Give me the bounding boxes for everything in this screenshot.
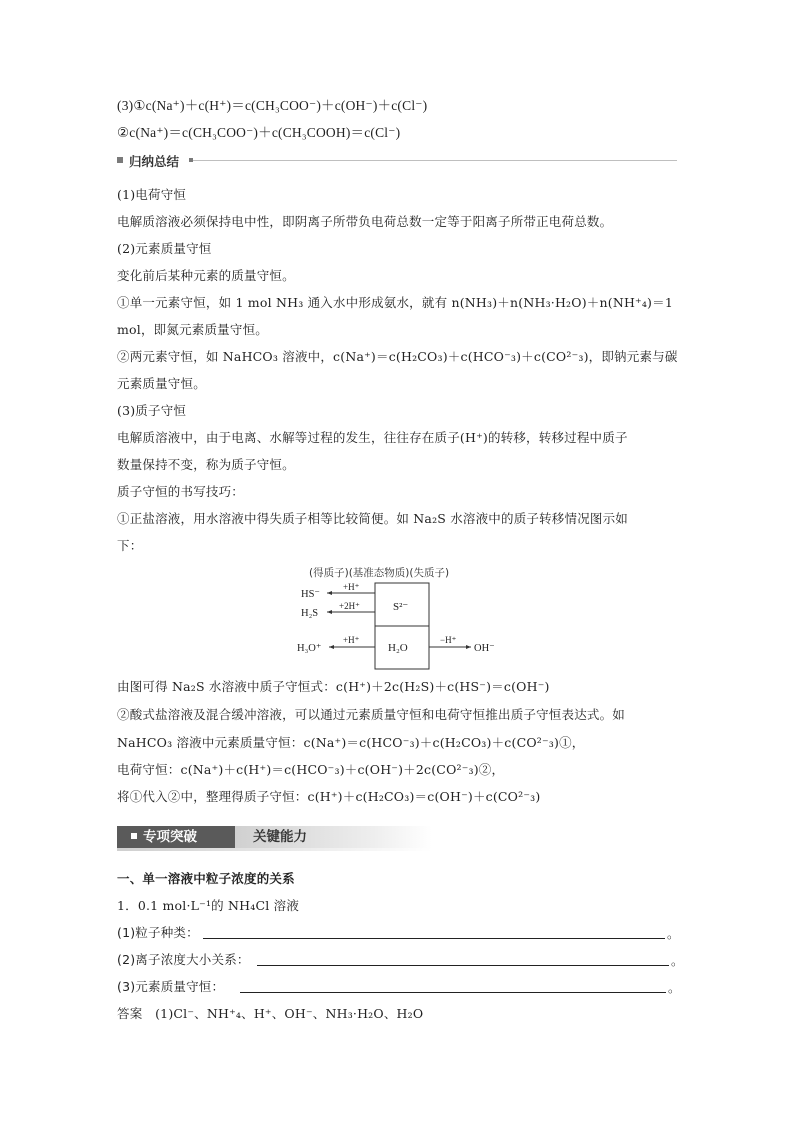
na2s-proton-eq: 由图可得 Na₂S 水溶液中质子守恒式：c(H⁺)＋2c(H₂S)＋c(HS⁻)＝c(OH⁻): [117, 679, 550, 694]
banner-right: [235, 826, 432, 848]
nahco3-material-eq: NaHCO₃ 溶液中元素质量守恒：c(Na⁺)＝c(HCO⁻₃)＋c(H₂CO₃)＋c(CO²⁻₃)①，: [117, 735, 585, 750]
section-banner: [117, 824, 432, 850]
banner-shadow: [117, 848, 432, 851]
summary-line: 数量保持不变，称为质子守恒。: [117, 457, 295, 472]
summary-line: (3)质子守恒: [117, 403, 187, 418]
arrow-head-icon: [327, 610, 332, 614]
s2-label: S²⁻: [393, 601, 409, 613]
arrow-head-icon: [466, 645, 471, 649]
summary-line: (1)电荷守恒: [117, 187, 187, 202]
acid-salt-line: ②酸式盐溶液及混合缓冲溶液，可以通过元素质量守恒和电荷守恒推出质子守恒表达式。如: [117, 707, 626, 722]
arrow-head-icon: [327, 591, 332, 595]
summary-line: 下：: [117, 538, 143, 553]
question-1: 1．0.1 mol·L⁻¹的 NH₄Cl 溶液: [117, 898, 300, 913]
summary-line: ①单一元素守恒，如 1 mol NH₃ 通入水中形成氨水，就有 n(NH₃)＋n(NH₃·H₂O)＋n(NH⁺₄)＝1: [117, 295, 673, 310]
banner-left-label: 专项突破: [143, 829, 197, 845]
square-bullet-icon: [117, 157, 123, 163]
summary-line: 电解质溶液必须保持电中性，即阴离子所带负电荷总数一定等于阳离子所带正电荷总数。: [117, 214, 613, 229]
hs-label: HS⁻: [301, 589, 320, 600]
nahco3-charge-eq: 电荷守恒：c(Na⁺)＋c(H⁺)＝c(HCO⁻₃)＋c(OH⁻)＋2c(CO²⁻₃)②，: [117, 762, 505, 777]
answer-line: 答案 (1)Cl⁻、NH⁺₄、H⁺、OH⁻、NH₃·H₂O、H₂O: [117, 1006, 424, 1021]
proton-transfer-diagram: [293, 563, 513, 673]
summary-header: [117, 152, 677, 170]
summary-line: ①正盐溶液，用水溶液中得失质子相等比较简便。如 Na₂S 水溶液中的质子转移情况图示如: [117, 511, 629, 526]
minus-h-label: −H⁺: [440, 635, 457, 645]
q1a-label: (1)粒子种类：: [117, 925, 199, 940]
answer-blank[interactable]: [240, 992, 666, 993]
end-mark: 。: [667, 926, 680, 941]
summary-line: 元素质量守恒。: [117, 376, 206, 391]
summary-title: 归纳总结: [129, 154, 180, 169]
summary-line: (2)元素质量守恒: [117, 241, 212, 256]
material-conservation-eq: ②c(Na⁺)＝c(CH₃COO⁻)＋c(CH₃COOH)＝c(Cl⁻): [117, 125, 401, 140]
oh-label: OH⁻: [474, 643, 495, 654]
summary-line: ②两元素守恒，如 NaHCO₃ 溶液中，c(Na⁺)＝c(H₂CO₃)＋c(HCO⁻₃)＋c(CO²⁻₃)，即钠元素与碳: [117, 349, 678, 364]
h3o-label: H₃O⁺: [297, 643, 322, 654]
plus-2h-label: +2H⁺: [339, 601, 360, 611]
summary-line: 电解质溶液中，由于电离、水解等过程的发生，往往存在质子(H⁺)的转移，转移过程中质子: [117, 430, 628, 445]
arrow-head-icon: [329, 645, 334, 649]
end-mark: 。: [668, 980, 681, 995]
end-mark: 。: [671, 953, 684, 968]
summary-line: 变化前后某种元素的质量守恒。: [117, 268, 295, 283]
answer-blank[interactable]: [257, 965, 669, 966]
answer-blank[interactable]: [203, 938, 665, 939]
banner-left: [117, 826, 235, 848]
q1b-label: (2)离子浓度大小关系：: [117, 952, 250, 967]
nahco3-proton-eq: 将①代入②中，整理得质子守恒：c(H⁺)＋c(H₂CO₃)＝c(OH⁻)＋c(CO²⁻₃): [117, 789, 541, 804]
banner-right-label: 关键能力: [253, 829, 307, 845]
summary-line: 质子守恒的书写技巧：: [117, 484, 245, 499]
divider: [193, 160, 677, 161]
q1c-label: (3)元素质量守恒：: [117, 979, 225, 994]
h2s-label: H₂S: [301, 608, 319, 619]
diagram-header: (得质子)(基准态物质)(失质子): [309, 567, 450, 579]
square-bullet-icon: [131, 833, 137, 839]
plus-h-label: +H⁺: [343, 582, 360, 592]
plus-h-label-water: +H⁺: [343, 635, 360, 645]
section-heading: 一、单一溶液中粒子浓度的关系: [117, 871, 295, 886]
charge-conservation-eq: (3)①c(Na⁺)＋c(H⁺)＝c(CH₃COO⁻)＋c(OH⁻)＋c(Cl⁻): [117, 98, 428, 113]
h2o-label: H₂O: [388, 642, 408, 654]
summary-line: mol，即氮元素质量守恒。: [117, 322, 268, 337]
